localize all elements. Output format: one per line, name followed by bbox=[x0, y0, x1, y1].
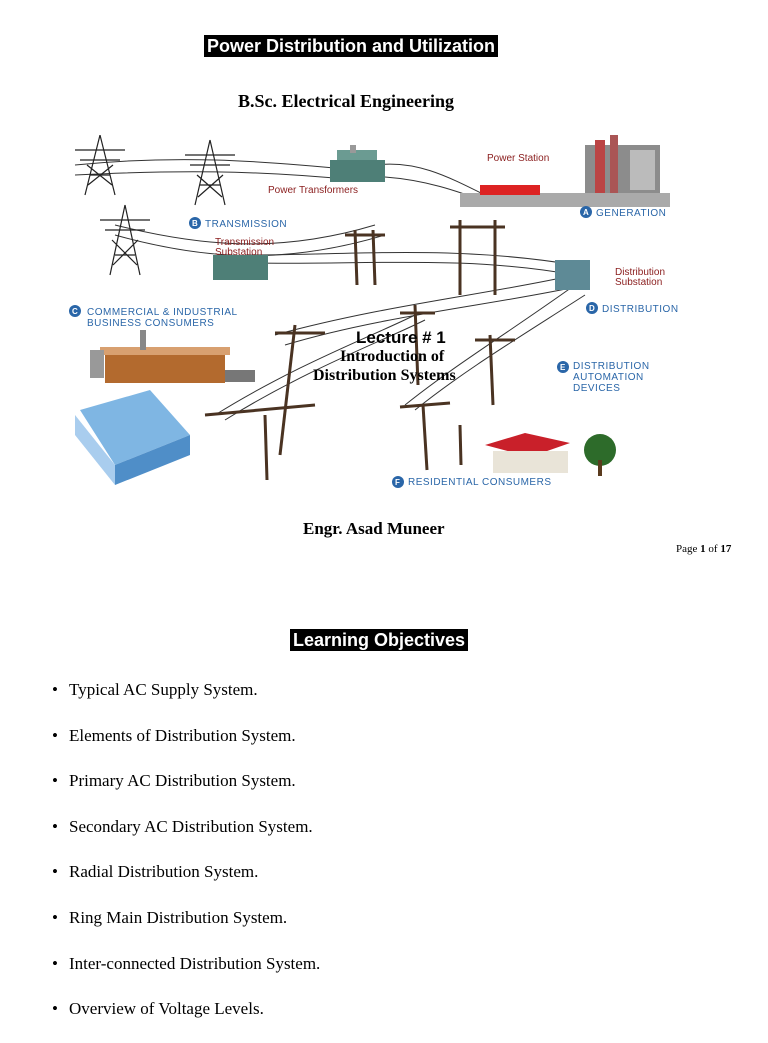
label-transmission: TRANSMISSION bbox=[205, 219, 288, 230]
list-item: • Primary AC Distribution System. bbox=[52, 771, 296, 791]
lecture-title-line1: Introduction of bbox=[340, 348, 445, 365]
power-transformer-icon bbox=[330, 145, 385, 182]
label-distribution-substation: Distribution bbox=[615, 267, 666, 278]
label-distribution: DISTRIBUTION bbox=[602, 304, 679, 315]
power-station-icon bbox=[460, 135, 670, 207]
label-transmission-substation: Transmission bbox=[215, 237, 275, 248]
list-item: • Inter-connected Distribution System. bbox=[52, 953, 321, 973]
lecture-number: Lecture # 1 bbox=[356, 328, 446, 347]
svg-text:A: A bbox=[583, 208, 589, 217]
office-building-icon bbox=[75, 390, 190, 485]
industrial-building-icon bbox=[90, 330, 255, 383]
label-power-transformers: Power Transformers bbox=[268, 185, 359, 196]
label-commercial-industrial: COMMERCIAL & INDUSTRIAL bbox=[87, 307, 238, 318]
svg-text:Substation: Substation bbox=[215, 247, 263, 258]
author-name: Engr. Asad Muneer bbox=[303, 519, 445, 538]
list-item: • Typical AC Supply System. bbox=[52, 680, 258, 699]
svg-text:BUSINESS CONSUMERS: BUSINESS CONSUMERS bbox=[87, 318, 215, 329]
svg-text:Substation: Substation bbox=[615, 277, 663, 288]
svg-text:C: C bbox=[72, 307, 78, 316]
learning-objectives-header: Learning Objectives bbox=[290, 629, 468, 651]
lecture-title-line2: Distribution Systems bbox=[313, 367, 456, 384]
list-item: • Radial Distribution System. bbox=[52, 862, 259, 882]
svg-text:B: B bbox=[192, 219, 198, 228]
substation-icon bbox=[213, 255, 590, 290]
document-header: Power Distribution and Utilization bbox=[204, 35, 498, 57]
page-number: Page 1 of 17 bbox=[676, 543, 732, 555]
list-item: • Secondary AC Distribution System. bbox=[52, 816, 313, 836]
objectives-list bbox=[52, 678, 320, 1043]
power-system-diagram bbox=[55, 135, 715, 495]
label-generation: GENERATION bbox=[596, 208, 667, 219]
list-item: • Ring Main Distribution System. bbox=[52, 907, 288, 927]
svg-text:F: F bbox=[395, 478, 400, 487]
list-item: • Overview of Voltage Levels. bbox=[52, 999, 264, 1019]
label-residential-consumers: RESIDENTIAL CONSUMERS bbox=[408, 477, 552, 488]
list-item: • Elements of Distribution System. bbox=[52, 725, 296, 745]
svg-text:DEVICES: DEVICES bbox=[573, 383, 621, 394]
course-subtitle: B.Sc. Electrical Engineering bbox=[238, 91, 454, 111]
tree-icon bbox=[584, 434, 616, 476]
svg-text:D: D bbox=[589, 304, 595, 313]
svg-text:AUTOMATION: AUTOMATION bbox=[573, 372, 644, 383]
house-icon bbox=[485, 433, 570, 473]
label-power-station: Power Station bbox=[487, 153, 550, 164]
label-distribution-automation: DISTRIBUTION bbox=[573, 361, 650, 372]
svg-text:E: E bbox=[560, 363, 566, 372]
